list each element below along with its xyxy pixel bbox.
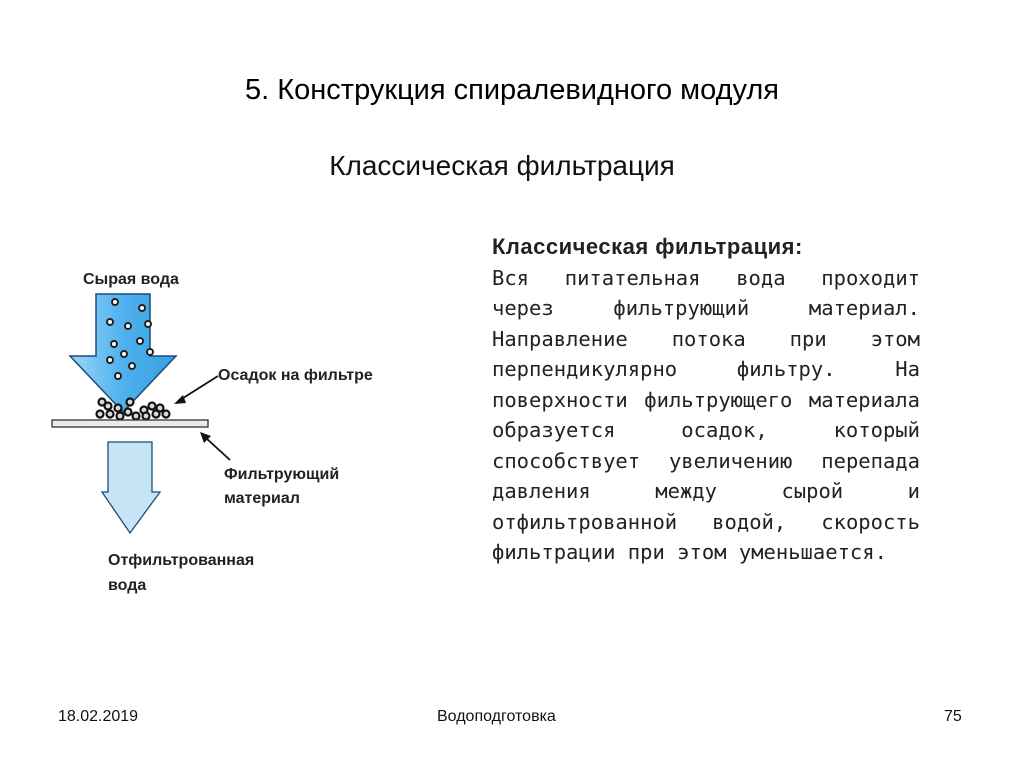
footer-title: Водоподготовка — [437, 708, 556, 725]
description-block — [492, 232, 920, 568]
filter-cake — [97, 399, 170, 420]
filter-membrane — [52, 420, 208, 427]
outflow-arrow — [102, 442, 160, 533]
label-sediment: Осадок на фильтре — [218, 367, 373, 384]
slide-subtitle: Классическая фильтрация — [329, 150, 675, 181]
filtration-diagram — [40, 262, 440, 612]
description-body: Вся питательная вода проходит через фильтрующий материал. Направление потока при этом перпендикулярно фильтру. На поверхности фильтрующего материала образуется осадок, который способствует увеличению перепада давления между сырой и отфильтрованной водой, скорость фильтрации при этом уменьшается. — [492, 265, 920, 564]
label-filter-material-1: Фильтрующий — [224, 466, 340, 483]
label-filtered-1: Отфильтрованная — [108, 552, 255, 569]
label-filter-material-2: материал — [224, 490, 300, 507]
label-filtered-2: вода — [108, 577, 147, 594]
slide-title: 5. Конструкция спиралевидного модуля — [245, 74, 779, 106]
footer-date: 18.02.2019 — [58, 708, 139, 725]
label-raw-water: Сырая вода — [83, 271, 179, 288]
footer-page-number: 75 — [944, 708, 962, 725]
description-heading: Классическая фильтрация: — [492, 234, 803, 259]
